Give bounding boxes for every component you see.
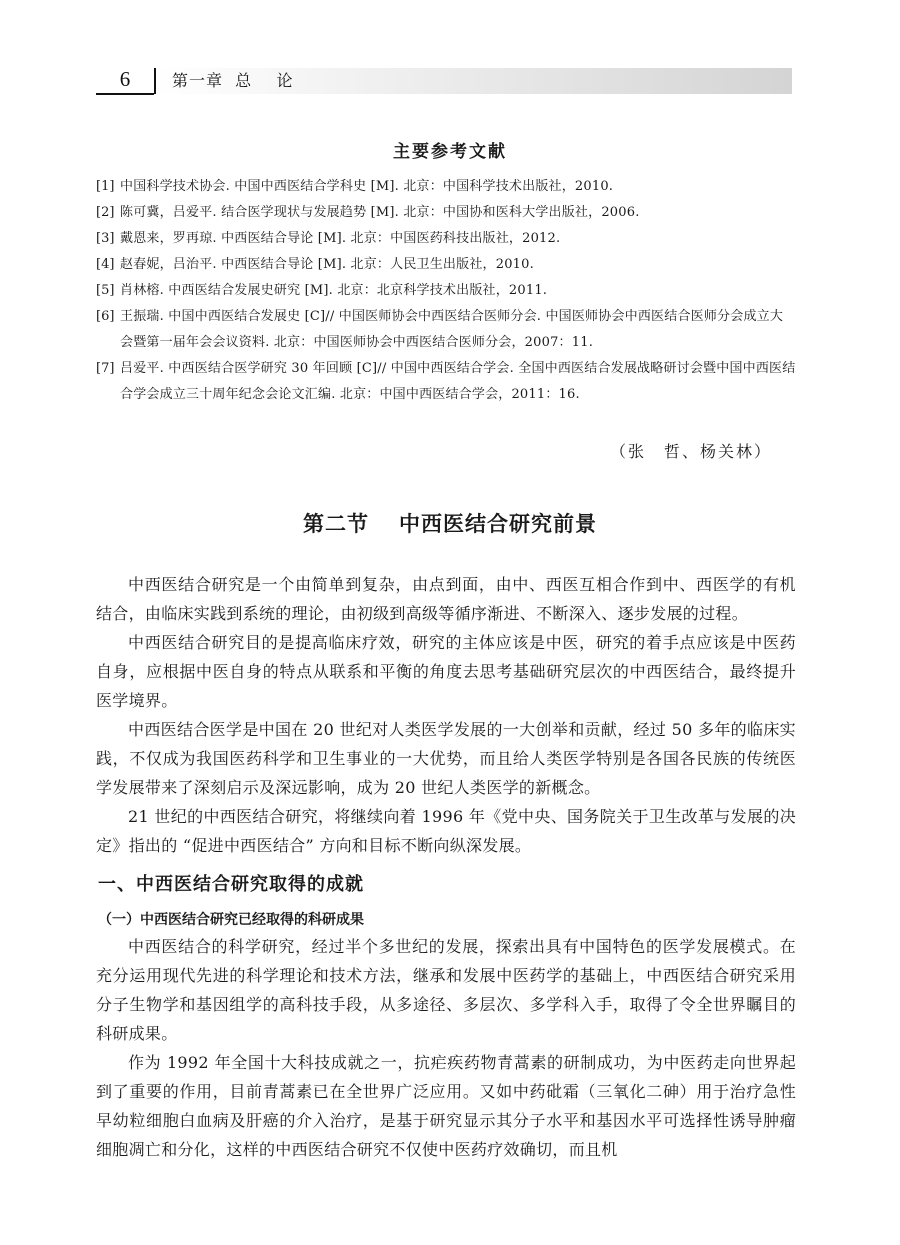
reference-item <box>96 200 796 226</box>
reference-item <box>96 226 796 252</box>
paragraph: 作为 1992 年全国十大科技成就之一，抗疟疾药物青蒿素的研制成功，为中医药走向世界起到了重要的作用，目前青蒿素已在全世界广泛应用。又如中药砒霜（三氧化二砷）用于治疗急性早幼粒细胞白血病及肝癌的介入治疗，是基于研究显示其分子水平和基因水平可选择性诱导肿瘤细胞凋亡和分化，这样的中西医结合研究不仅使中医药疗效确切，而且机 <box>96 1053 796 1159</box>
page-header <box>96 64 792 94</box>
reference-number: [6] <box>96 309 115 324</box>
header-rule <box>96 93 154 95</box>
paragraph: 中西医结合医学是中国在 20 世纪对人类医学发展的一大创举和贡献，经过 50 多年的临床实践，不仅成为我国医药科学和卫生事业的一大优势，而且给人类医学特别是各国各民族的传统医学发展带来了深刻启示及深远影响，成为 20 世纪人类医学的新概念。 <box>96 720 796 797</box>
chapter-title: 第一章 总 论 <box>172 71 294 90</box>
reference-text: 王振瑞. 中国中西医结合发展史 [C]// 中国医师协会中西医结合医师分会. 中国医师协会中西医结合医师分会成立大会暨第一届年会会议资料. 北京：中国医师协会中西医结合医师分会，2007：11. <box>120 309 784 350</box>
paragraph: 中西医结合研究是一个由简单到复杂，由点到面，由中、西医互相合作到中、西医学的有机结合，由临床实践到系统的理论，由初级到高级等循序渐进、不断深入、逐步发展的过程。 <box>96 575 796 623</box>
reference-number: [1] <box>96 179 115 194</box>
reference-number: [7] <box>96 361 115 376</box>
paragraph: 21 世纪的中西医结合研究，将继续向着 1996 年《党中央、国务院关于卫生改革与发展的决定》指出的 “促进中西医结合” 方向和目标不断向纵深发展。 <box>96 807 796 855</box>
reference-text: 吕爱平. 中西医结合医学研究 30 年回顾 [C]// 中国中西医结合学会. 全国中西医结合发展战略研讨会暨中国中西医结合学会成立三十周年纪念会论文汇编. 北京：中国中西医结合学会，2011：16. <box>120 361 796 402</box>
paragraph: 中西医结合研究目的是提高临床疗效，研究的主体应该是中医，研究的着手点应该是中医药自身，应根据中医自身的特点从联系和平衡的角度去思考基础研究层次的中西医结合，最终提升医学境界。 <box>96 633 796 710</box>
body-text <box>96 570 796 1164</box>
section-title <box>0 508 900 538</box>
reference-number: [2] <box>96 205 115 220</box>
reference-number: [3] <box>96 231 115 246</box>
reference-list <box>96 174 796 408</box>
reference-item <box>96 356 796 408</box>
subsubsection-heading: （一）中西医结合研究已经取得的科研成果 <box>98 912 364 928</box>
reference-number: [4] <box>96 257 115 272</box>
section-label: 第二节 <box>303 512 369 536</box>
reference-text: 肖林榕. 中西医结合发展史研究 [M]. 北京：北京科学技术出版社，2011. <box>120 283 548 298</box>
reference-text: 中国科学技术协会. 中国中西医结合学科史 [M]. 北京：中国科学技术出版社，2010. <box>120 179 614 194</box>
reference-text: 戴恩来，罗再琼. 中西医结合导论 [M]. 北京：中国医药科技出版社，2012. <box>120 231 561 246</box>
reference-text: 陈可冀，吕爱平. 结合医学现状与发展趋势 [M]. 北京：中国协和医科大学出版社，2006. <box>120 205 640 220</box>
reference-item <box>96 304 796 356</box>
references-title: 主要参考文献 <box>393 142 507 162</box>
reference-item <box>96 252 796 278</box>
authors: （张 哲、杨关林） <box>609 442 772 461</box>
subsection-heading: 一、中西医结合研究取得的成就 <box>98 874 364 895</box>
reference-item <box>96 174 796 200</box>
reference-item <box>96 278 796 304</box>
page-number: 6 <box>119 67 131 91</box>
reference-number: [5] <box>96 283 115 298</box>
header-bar <box>154 68 792 94</box>
section-heading: 中西医结合研究前景 <box>399 512 597 536</box>
reference-text: 赵春妮，吕治平. 中西医结合导论 [M]. 北京：人民卫生出版社，2010. <box>120 257 534 272</box>
paragraph: 中西医结合的科学研究，经过半个多世纪的发展，探索出具有中国特色的医学发展模式。在充分运用现代先进的科学理论和技术方法，继承和发展中医药学的基础上，中西医结合研究采用分子生物学和基因组学的高科技手段，从多途径、多层次、多学科入手，取得了令全世界瞩目的科研成果。 <box>96 937 796 1043</box>
